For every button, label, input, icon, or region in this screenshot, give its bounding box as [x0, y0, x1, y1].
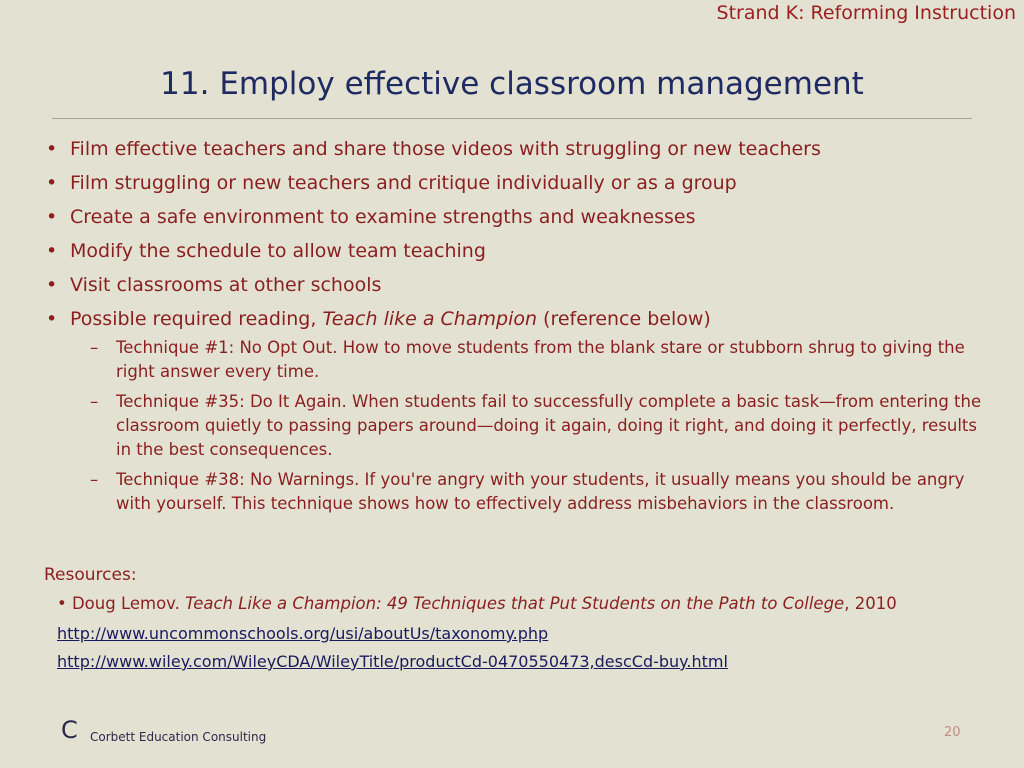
link-wiley[interactable]: http://www.wiley.com/WileyCDA/WileyTitle/productCd-0470550473,descCd-buy.html: [57, 652, 728, 671]
bullet-item: [42, 132, 992, 166]
technique-text: Technique #35: Do It Again. When students fail to successfully complete a basic task—from entering the classroom quietly to passing papers around—doing it again, doing it right, and doing it perfectly, results in the best consequences.: [116, 392, 982, 459]
dash-marker: –: [90, 470, 99, 489]
bullet-text: Visit classrooms at other schools: [70, 274, 382, 296]
link-uncommonschools[interactable]: http://www.uncommonschools.org/usi/aboutUs/taxonomy.php: [57, 624, 549, 643]
bullet-dot: •: [46, 206, 58, 228]
reading-prefix: Possible required reading,: [70, 308, 323, 330]
dash-marker: –: [90, 392, 99, 411]
company-logo: C: [61, 716, 78, 744]
reference-author: • Doug Lemov.: [57, 594, 186, 613]
strand-label: Strand K: Reforming Instruction: [716, 2, 1016, 24]
reference-entry: [57, 594, 897, 613]
technique-item: [70, 468, 992, 516]
bullet-list: [42, 132, 992, 522]
bullet-item: [42, 268, 992, 302]
bullet-dot: •: [46, 138, 58, 160]
bullet-item: [42, 234, 992, 268]
reference-year: , 2010: [844, 594, 897, 613]
bullet-dot: •: [46, 274, 58, 296]
bullet-text: Film effective teachers and share those videos with struggling or new teachers: [70, 138, 821, 160]
title-divider: [52, 118, 972, 119]
bullet-dot: •: [46, 240, 58, 262]
page-number: 20: [944, 725, 961, 740]
bullet-item-reading: [42, 302, 992, 516]
resources-label: Resources:: [44, 565, 137, 585]
bullet-text: Modify the schedule to allow team teaching: [70, 240, 486, 262]
bullet-text: Create a safe environment to examine strengths and weaknesses: [70, 206, 696, 228]
technique-text: Technique #1: No Opt Out. How to move students from the blank stare or stubborn shrug to giving the right answer every time.: [116, 338, 965, 381]
bullet-item: [42, 166, 992, 200]
bullet-item: [42, 200, 992, 234]
technique-item: [70, 336, 992, 384]
technique-item: [70, 390, 992, 462]
technique-list: [70, 336, 992, 516]
slide-title: 11. Employ effective classroom management: [160, 66, 864, 102]
technique-text: Technique #38: No Warnings. If you're angry with your students, it usually means you should be angry with yourself. This technique shows how to effectively address misbehaviors in the classroom.: [116, 470, 965, 513]
reference-book-title: Teach Like a Champion: 49 Techniques that Put Students on the Path to College: [185, 594, 845, 613]
company-name: Corbett Education Consulting: [90, 730, 267, 744]
bullet-text: Film struggling or new teachers and critique individually or as a group: [70, 172, 737, 194]
bullet-dot: •: [46, 172, 58, 194]
bullet-dot: •: [46, 308, 58, 330]
reading-suffix: (reference below): [537, 308, 711, 330]
dash-marker: –: [90, 338, 99, 357]
reading-book-title: Teach like a Champion: [322, 308, 538, 330]
